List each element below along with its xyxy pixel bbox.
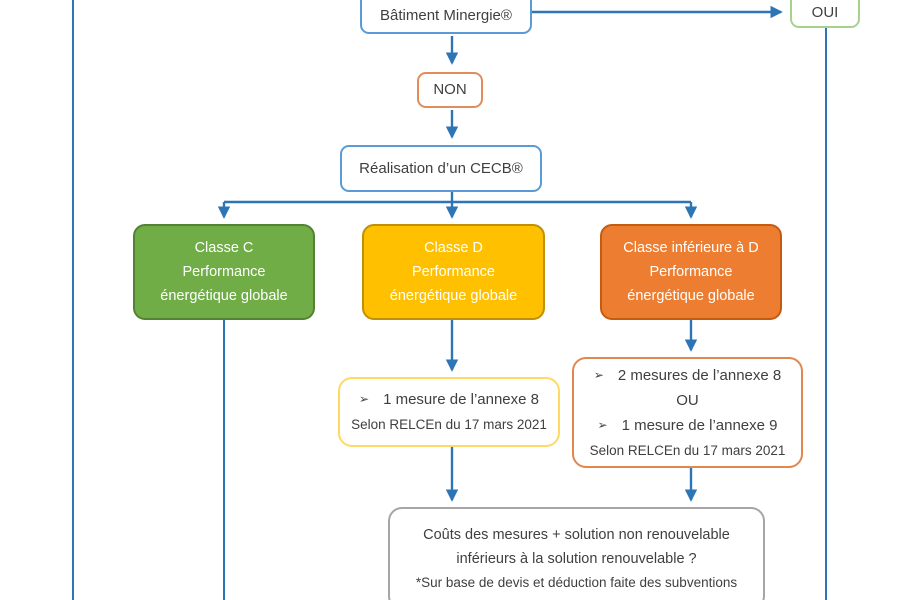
node-realisation-cecb <box>340 145 542 192</box>
node-classe-d <box>362 224 545 320</box>
node-batiment-minergie <box>360 0 532 34</box>
classe-d-line: Classe D <box>424 240 483 256</box>
node-classe-inferieure-d <box>600 224 782 320</box>
mesures-ou-label: OU <box>676 391 699 409</box>
classe-inf-d-line: énergétique globale <box>627 288 755 304</box>
classe-d-line: Performance <box>411 264 495 280</box>
mesure-annexe-9-line <box>598 413 778 438</box>
mesure-annexe-8-line <box>359 387 539 412</box>
node-mesure-annexe-8 <box>338 377 560 447</box>
couts-line: Coûts des mesures + solution non renouvelable <box>423 527 730 543</box>
classe-d-line: énergétique globale <box>389 288 518 304</box>
classe-inf-d-line: Performance <box>649 264 733 280</box>
classe-c-line: énergétique globale <box>160 288 288 304</box>
mesure-annexe-9-text: 1 mesure de l’annexe 9 <box>621 416 778 434</box>
classe-c-line: Classe C <box>194 240 254 256</box>
classe-inf-d-line: Classe inférieure à D <box>623 240 759 256</box>
node-mesures-annexe-8-9 <box>572 357 803 468</box>
mesures-annexe-8-9-note: Selon RELCEn du 17 mars 2021 <box>589 442 786 458</box>
node-non-label: NON <box>433 81 467 98</box>
node-couts-comparaison <box>388 507 765 600</box>
node-classe-c <box>133 224 315 320</box>
mesures-annexe-8-line <box>594 363 782 388</box>
node-oui <box>790 0 860 28</box>
arrow-bullet-icon: ➢ <box>359 392 370 406</box>
classe-c-line: Performance <box>182 264 266 280</box>
couts-footnote: *Sur base de devis et déduction faite des subventions <box>415 575 738 590</box>
node-non <box>417 72 483 108</box>
node-realisation-cecb-label: Réalisation d’un CECB® <box>359 159 523 177</box>
mesure-annexe-8-text: 1 mesure de l’annexe 8 <box>383 391 539 408</box>
node-oui-label: OUI <box>811 4 839 21</box>
mesures-annexe-8-text: 2 mesures de l’annexe 8 <box>617 366 782 384</box>
arrow-bullet-icon: ➢ <box>597 417 608 432</box>
node-batiment-minergie-label: Bâtiment Minergie® <box>380 7 512 24</box>
arrow-bullet-icon: ➢ <box>593 367 604 382</box>
mesure-annexe-8-note: Selon RELCEn du 17 mars 2021 <box>351 417 547 432</box>
couts-line: inférieurs à la solution renouvelable ? <box>456 551 697 567</box>
